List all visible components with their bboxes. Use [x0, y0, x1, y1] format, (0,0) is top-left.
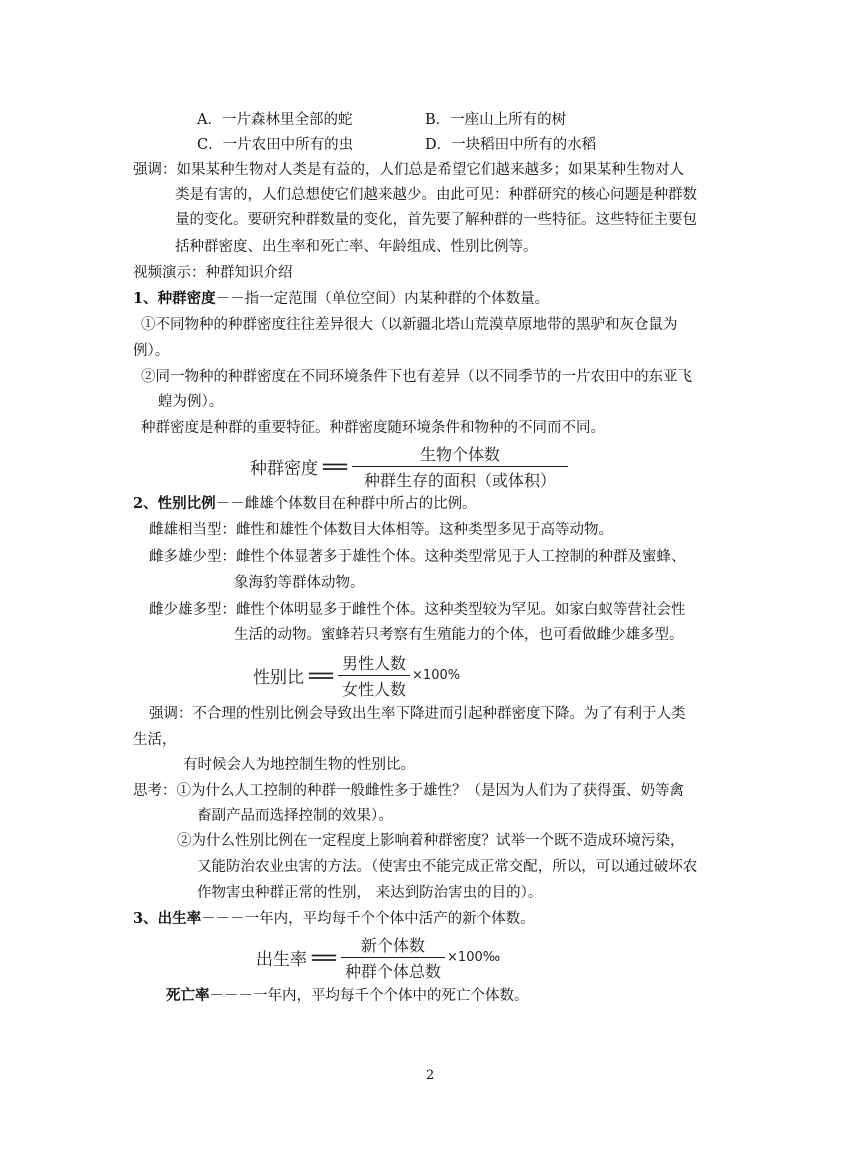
- think-question-1-cont: 畜副产品而选择控制的效果）。: [197, 808, 393, 824]
- formula-numerator: 生物个体数: [420, 445, 501, 464]
- sex-ratio-title: 2、性别比例: [133, 495, 216, 512]
- think-question-2-cont: 作物害虫种群正常的性别， 来达到防治害虫的目的）。: [197, 885, 543, 901]
- video-demo-line: 视频演示：种群知识介绍: [133, 265, 293, 281]
- formula-lhs: 性别比: [253, 668, 304, 688]
- sex-ratio-type-3-cont: 生活的动物。蜜蜂若只考察有生殖能力的个体，也可看做雌少雄多型。: [234, 627, 684, 643]
- sex-ratio-emphasis: 强调：不合理的性别比例会导致出生率下降进而引起种群密度下降。为了有利于人类: [149, 706, 686, 722]
- option-a: A．一片森林里全部的蛇: [197, 112, 353, 128]
- formula-denominator: 种群个体总数: [341, 957, 445, 982]
- option-b: B．一座山上所有的树: [425, 112, 567, 128]
- density-point-2-cont: 蝗为例）。: [158, 394, 224, 410]
- density-heading: [133, 289, 549, 309]
- page-number: 2: [426, 1068, 435, 1083]
- formula-lhs: 种群密度: [250, 459, 318, 479]
- sex-ratio-type-2: 雌多雄少型：雌性个体显著多于雄性个体。这种类型常见于人工控制的种群及蜜蜂、: [149, 549, 686, 565]
- density-point-1: ①不同物种的种群密度往往差异很大（以新疆北塔山荒漠草原地带的黑驴和灰仓鼠为: [141, 317, 678, 333]
- formula-denominator: 种群生存的面积（或体积）: [352, 466, 568, 491]
- sex-ratio-formula: [253, 651, 460, 700]
- emphasis-line: 括种群密度、出生率和死亡率、年龄组成、性别比例等。: [175, 239, 538, 255]
- formula-multiplier: ×100‰: [447, 950, 501, 965]
- think-question-2-cont: 又能防治农业虫害的方法。（使害虫不能完成正常交配，所以，可以通过破坏农: [197, 859, 698, 875]
- formula-numerator: 男性人数: [342, 654, 407, 673]
- birth-rate-formula: [256, 933, 500, 982]
- sex-ratio-type-3: 雌少雄多型：雌性个体明显多于雌性个体。这种类型较为罕见。如家白蚁等营社会性: [149, 602, 686, 618]
- think-question-1: 思考：①为什么人工控制的种群一般雌性多于雄性？（是因为人们为了获得蛋、奶等禽: [133, 783, 684, 799]
- density-formula: [250, 442, 568, 491]
- emphasis-line: 量的变化。要研究种群数量的变化，首先要了解种群的一些特征。这些特征主要包: [175, 212, 697, 228]
- formula-denominator: 女性人数: [338, 675, 410, 700]
- death-rate-title: 死亡率: [166, 987, 210, 1004]
- birth-rate-title: 3、出生率: [133, 910, 202, 927]
- birth-rate-definition: －－－一年内，平均每千个个体中活产的新个体数。: [201, 911, 535, 927]
- death-rate-definition: －－－一年内，平均每千个个体中的死亡个体数。: [209, 988, 529, 1004]
- birth-rate-heading: [133, 909, 535, 929]
- sex-ratio-heading: [133, 494, 477, 514]
- formula-numerator: 新个体数: [361, 936, 426, 955]
- sex-ratio-type-1: 雌雄相当型：雌性和雄性个体数目大体相等。这种类型多见于高等动物。: [149, 522, 613, 538]
- sex-ratio-emphasis-cont: 有时候会人为地控制生物的性别比。: [183, 757, 415, 773]
- sex-ratio-type-2-cont: 象海豹等群体动物。: [234, 575, 365, 591]
- formula-lhs: 出生率: [256, 950, 307, 970]
- emphasis-line: 强调：如果某种生物对人类是有益的，人们总是希望它们越来越多；如果某种生物对人: [133, 162, 684, 178]
- emphasis-line: 类是有害的，人们总想使它们越来越少。由此可见：种群研究的核心问题是种群数: [175, 187, 697, 203]
- density-point-2: ②同一物种的种群密度在不同环境条件下也有差异（以不同季节的一片农田中的东亚飞: [141, 369, 692, 385]
- death-rate-line: [166, 986, 529, 1006]
- formula-equals: ＝: [304, 665, 338, 690]
- option-d: D．一块稻田中所有的水稻: [425, 137, 597, 153]
- sex-ratio-definition: －－雌雄个体数目在种群中所占的比例。: [215, 496, 477, 512]
- formula-multiplier: ×100%: [412, 668, 461, 683]
- density-definition: －－指一定范围（单位空间）内某种群的个体数量。: [215, 291, 550, 307]
- formula-fraction: [341, 933, 445, 982]
- formula-equals: ＝: [307, 947, 341, 972]
- think-question-2: ②为什么性别比例在一定程度上影响着种群密度？试举一个既不造成环境污染，: [177, 833, 685, 849]
- density-point-1-cont: 例）。: [133, 343, 170, 359]
- density-summary: 种群密度是种群的重要特征。种群密度随环境条件和物种的不同而不同。: [141, 420, 605, 436]
- density-title: 1、种群密度: [133, 290, 216, 307]
- formula-fraction: [338, 651, 410, 700]
- formula-fraction: [352, 442, 568, 491]
- formula-equals: ＝: [318, 456, 352, 481]
- option-c: C．一片农田中所有的虫: [197, 137, 354, 153]
- sex-ratio-emphasis-cont: 生活，: [133, 732, 177, 748]
